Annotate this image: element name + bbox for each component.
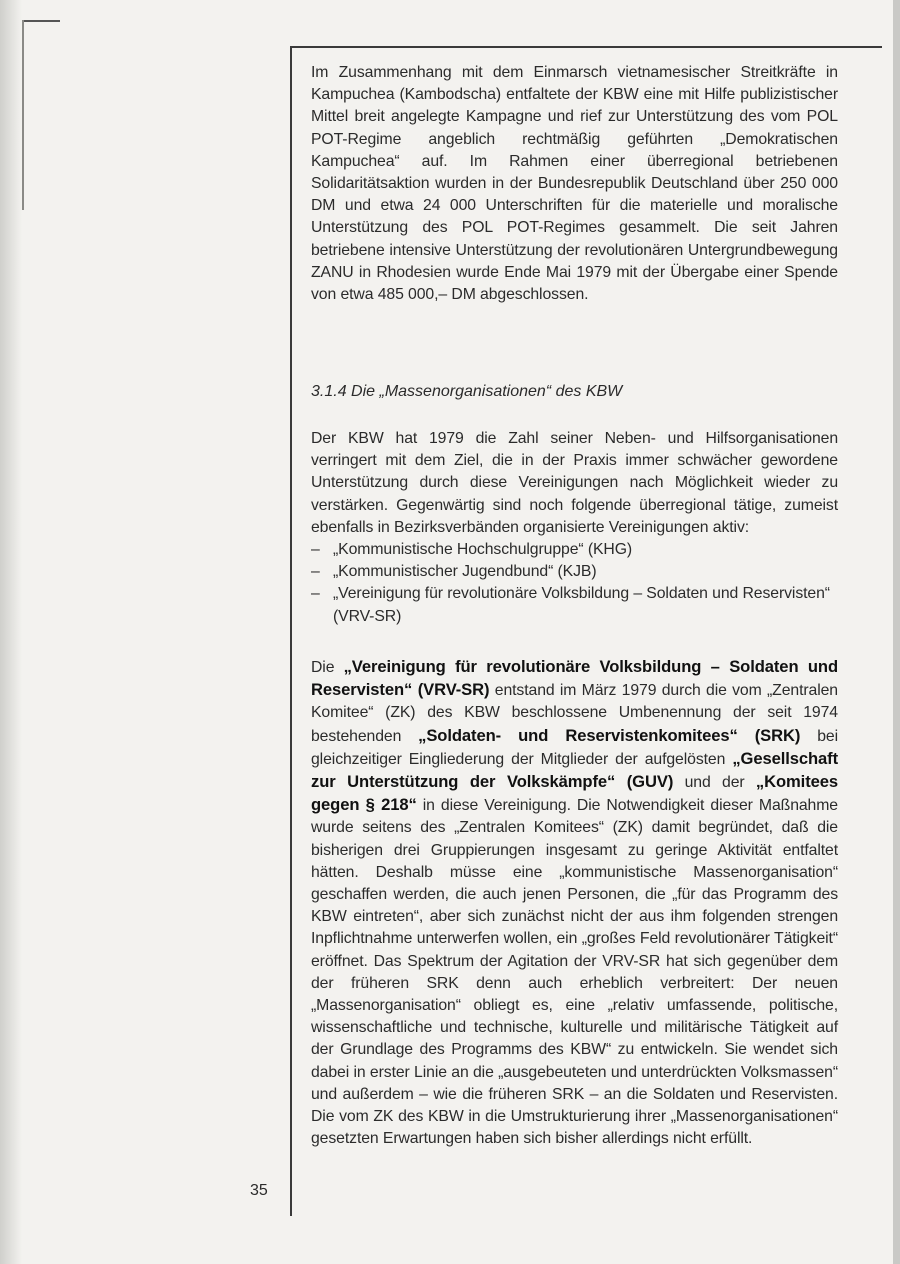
section-intro-block	[311, 428, 838, 628]
intro-text-block	[311, 62, 838, 306]
list-item	[311, 539, 838, 561]
text-run: in diese Vereinigung. Die Notwendigkeit dieser Maßnahme wurde seitens des „Zentralen Komitees“ (ZK) damit begründet, daß die bisherigen drei Gruppierungen insgesamt zu geringe Aktivität entfaltet hätten. Deshalb müsse eine „kommunistische Massenorganisation“ geschaffen werden, die auch jenen Personen, die „für das Programm des KBW eintreten“, aber sich zunächst nicht der aus ihm folgenden strengen Inpflichtnahme unterwerfen wollen, ein „großes Feld revolutionärer Tätigkeit“ eröffnet. Das Spektrum der Agitation der VRV-SR hat sich gegenüber dem der früheren SRK denn auch erheblich verbreitert: Der neuen „Massenorganisation“ obliegt es, eine „relativ umfassende, politische, wissenschaftliche und technische, kulturelle und militärische Tätigkeit auf der Grundlage des Programms des KBW“ zu entwickeln. Sie wendet sich dabei in erster Linie an die „ausgebeuteten und unterdrückten Volksmassen“ und außerdem – wie die früheren SRK – an die Soldaten und Reservisten. Die vom ZK des KBW in die Umstrukturierung ihrer „Massenorganisationen“ gesetzten Erwartungen haben sich bisher allerdings nicht erfüllt.	[311, 797, 838, 1148]
bold-term-guv: „Gesellschaft zur Unterstützung der Volkskämpfe“ (GUV)	[311, 748, 838, 792]
vrv-sr-text-block	[311, 656, 838, 1150]
text-run: bei gleichzeitiger Eingliederung der Mitglieder der aufgelösten	[311, 727, 838, 768]
paragraph-organizations-intro: Der KBW hat 1979 die Zahl seiner Neben- und Hilfsorganisationen verringert mit dem Ziel, die in der Praxis immer schwächer gewordene Unterstützung durch diese Vereinigungen nach Möglichkeit wieder zu verstärken. Gegenwärtig sind noch folgende überregional tätige, zumeist ebenfalls in Bezirksverbänden organisierte Vereinigungen aktiv:	[311, 430, 838, 536]
list-item-text: „Vereinigung für revolutionäre Volksbildung – Soldaten und Reservisten“ (VRV-SR)	[333, 585, 830, 625]
list-dash: –	[311, 563, 320, 581]
margin-line	[22, 20, 24, 210]
left-rule	[290, 46, 292, 1216]
bold-term-komitees-218: „Komitees gegen § 218“	[311, 772, 838, 815]
corner-mark	[22, 20, 60, 22]
list-dash: –	[311, 541, 320, 559]
text-run: und der	[673, 774, 756, 792]
text-run: Die	[311, 659, 344, 676]
list-item	[311, 561, 838, 583]
list-item	[311, 583, 838, 627]
list-dash: –	[311, 585, 320, 603]
section-heading: 3.1.4 Die „Massenorganisationen“ des KBW	[311, 383, 623, 400]
page-fold-shadow	[0, 0, 22, 1264]
top-rule	[290, 46, 882, 48]
bold-term-srk: „Soldaten- und Reservistenkomitees“ (SRK)	[418, 725, 801, 745]
paragraph-vrv-sr	[311, 656, 838, 1150]
page-number: 35	[250, 1182, 268, 1199]
text-run: entstand im März 1979 durch die vom „Zentralen Komitee“ (ZK) des KBW beschlossene Umbenennung der seit 1974 bestehenden	[311, 682, 838, 745]
bold-term-vrv-sr: „Vereinigung für revolutionäre Volksbildung – Soldaten und Reservisten“ (VRV-SR)	[311, 657, 838, 700]
list-item-text: „Kommunistische Hochschulgruppe“ (KHG)	[333, 541, 633, 559]
scan-edge	[893, 0, 900, 1264]
paragraph-kampuchea: Im Zusammenhang mit dem Einmarsch vietnamesischer Streitkräfte in Kampuchea (Kambodscha) entfaltete der KBW eine mit Hilfe publizistischer Mittel breit angelegte Kampagne und rief zur Unterstützung des vom POL POT-Regime angeblich rechtmäßig geführten „Demokratischen Kampuchea“ auf. Im Rahmen einer überregional betriebenen Solidaritätsaktion wurden in der Bundesrepublik Deutschland über 250 000 DM und etwa 24 000 Unterschriften für die materielle und moralische Unterstützung des POL POT-Regimes gesammelt. Die seit Jahren betriebene intensive Unterstützung der revolutionären Untergrundbewegung ZANU in Rhodesien wurde Ende Mai 1979 mit der Übergabe einer Spende von etwa 485 000,– DM abgeschlossen.	[311, 64, 838, 304]
list-item-text: „Kommunistischer Jugendbund“ (KJB)	[333, 563, 597, 581]
organization-list	[311, 539, 838, 628]
